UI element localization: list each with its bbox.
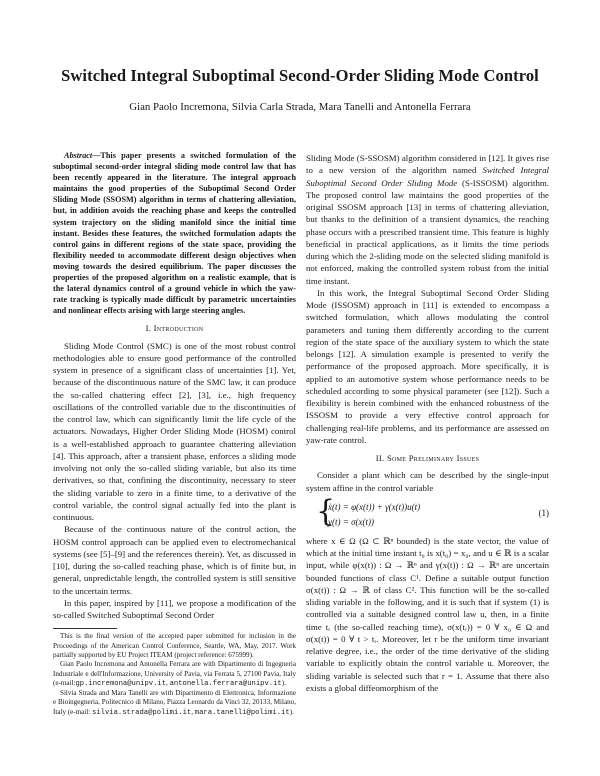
intro-paragraph-1: Sliding Mode Control (SMC) is one of the most robust control methodologies able to ensure good performance of the controlled system in presence of a significant class of uncertainties [1]. Yet, because of the discontinuous nature of the SMC law, it can produce the so-called chattering effect [2], [3], i.e., high frequency oscillations of the controlled variable due to the discontinuities of the control law, which can significantly limit the life cycle of the actuators. Nowadays, Higher Order Sliding Mode (HOSM) control is a well-established approach to guarantee chattering alleviation [4]. This approach, after a transient phase, enforces a sliding mode involving not only the so-called sliding variable, but also its time derivatives, so that, confining the discontinuity, necessary to steer the sliding variable to zero in a finite time, to a derivative of the control variable, the control signal actually fed into the plant is continuous. bbox=[53, 340, 296, 523]
abstract-dash: — bbox=[92, 151, 101, 160]
equation-number: (1) bbox=[538, 507, 549, 518]
equation-1 bbox=[306, 493, 549, 531]
email-link[interactable]: mara.tanelli@polimi.it bbox=[194, 708, 290, 717]
footnotes bbox=[53, 632, 296, 718]
body-paragraph-2: In this work, the Integral Suboptimal Second Order Sliding Mode (ISSOSM) approach in [11] is extended to encompass a switched formulation, which allows modulating the control parameters and tuning them differently according to the current region of the state space of the auxiliary system to which the state belongs [12]. A simulation example is presented to verify the performance of the proposed approach. More specifically, it is applied to an automotive system whose performance needs to be scheduled according to some physical parameter (see [12]). Such a flexibility is herein combined with the enhanced robustness of the ISSOSM to provide a very effective control approach for challenging real-life problems, and its performance are assessed on yaw-rate control. bbox=[306, 287, 549, 445]
left-column bbox=[53, 150, 296, 718]
footnote-3: Silvia Strada and Mara Tanelli are with Dipartimento di Elettronica, Informazione e Bioingegneria, Politecnico di Milano, Piazza Leonardo da Vinci 32, 20133, Milano, Italy (e-mail: silvia.strada@polimi.it, mara.tanelli@polimi.it). bbox=[53, 689, 296, 717]
right-column bbox=[306, 152, 549, 694]
section-heading-preliminary: II. Some Preliminary Issues bbox=[375, 453, 480, 463]
intro-paragraph-3: In this paper, inspired by [11], we propose a modification of the so-called Switched Suboptimal Second Order bbox=[53, 597, 296, 621]
paper-title: Switched Integral Suboptimal Second-Order Sliding Mode Control bbox=[61, 66, 539, 85]
paper-authors: Gian Paolo Incremona, Silvia Carla Strada, Mara Tanelli and Antonella Ferrara bbox=[129, 101, 471, 113]
abstract-text: This paper presents a switched formulation of the suboptimal second-order integral sliding mode control law that has been recently appeared in the literature. The integral approach maintains the good properties of the Suboptimal Second Order Sliding Mode (SSOSM) algorithm in terms of chattering alleviation, but, in addition avoids the reaching phase and keeps the controlled system trajectory on the sliding manifold since the initial time instant. Besides these features, the switched formulation adapts the control gains in different regions of the state space, providing the flexibility needed to accommodate different design objectives when moving towards the desired equilibrium. The paper discusses the properties of the proposed algorithm on a realistic example, that is the lateral dynamics control of a ground vehicle in which the yaw-rate tracking is typically made difficult by parametric uncertainties and nonlinear effects arising with large steering angles. bbox=[53, 151, 296, 316]
email-link[interactable]: gp.incremona@unipv.it bbox=[75, 679, 167, 688]
algorithm-name: Switched Integral Suboptimal Second Order Sliding Mode bbox=[306, 165, 549, 188]
section-heading-introduction: I. Introduction bbox=[145, 323, 204, 334]
body-paragraph-3: Consider a plant which can be described by the single-input system affine in the control variable bbox=[306, 470, 549, 493]
email-link[interactable]: silvia.strada@polimi.it bbox=[92, 708, 192, 717]
equation-brace: { bbox=[316, 493, 336, 529]
footnote-2: Gian Paolo Incremona and Antonella Ferrara are with Dipartimento di Ingegneria Industriale e dell'Informazione, University of Pavia, via Ferrata 5, 27100 Pavia, Italy (e-mail:gp.incremona@unipv.it, antonella.ferrara@unipv.it). bbox=[53, 660, 296, 688]
abstract-label: Abstract bbox=[64, 151, 93, 160]
equation-line-2: y(t) = σ(x(t)) bbox=[328, 516, 374, 527]
body-paragraph-1: Sliding Mode (S-SSOSM) algorithm considered in [12]. It gives rise to a new version of the algorithm named Switched Integral Suboptimal Second Order Sliding Mode (S-ISSOSM) algorithm. The proposed control law maintains the good properties of the original SSOSM approach [13] in terms of chattering alleviation, but thanks to the definition of a transient dynamics, the reaching phase occurs with a prescribed transient time. This feature is highly beneficial in practical applications, as it limits the time periods during which the 2-sliding mode on the selected sliding manifold is not enforced, making the controlled system robust from the initial time instant. bbox=[306, 153, 549, 286]
footnote-rule bbox=[53, 628, 117, 629]
footnote-1: This is the final version of the accepted paper submitted for inclusion in the Proceedings of the American Control Conference, Seattle, WA, May, 2017. Work partially supported by EU Project ITEAM (project reference: 675999). bbox=[53, 632, 296, 659]
abstract bbox=[53, 150, 296, 316]
equation-line-1: ẋ(t) = φ(x(t)) + γ(x(t))u(t) bbox=[328, 501, 421, 512]
intro-paragraph-2: Because of the continuous nature of the control action, the HOSM control approach can be applied even to electromechanical systems (see [5]–[9] and the references therein). Yet, as discussed in [10], during the so-called reaching phase, which is of finite but, in general, unpredictable length, the controlled system is still sensitive to the uncertain terms. bbox=[53, 524, 296, 596]
body-paragraph-4: where x ∈ Ω (Ω ⊂ ℝⁿ bounded) is the state vector, the value of which at the initial time instant t₀ is x(t₀) = x₀, and u ∈ ℝ is a scalar input, while φ(x(t)) : Ω → ℝⁿ and γ(x(t)) : Ω → ℝⁿ are uncertain bounded functions of class C¹. Define a suitable output function σ(x(t)) : Ω → ℝ of class C². This function will be the so-called sliding variable in the following, and it is such that if system (1) is controlled via a suitable designed control law u, then, in a finite time tᵣ (the so-called reaching time), σ(x(tᵣ)) = 0 ∀ x₀ ∈ Ω and σ(x(t)) = 0 ∀ t > tᵣ. Moreover, let r be the uniform time invariant relative degree, i.e., the order of the time derivative of the sliding variable to explicitly obtain the control variable u. Moreover, the sliding variable is selected such that r = 1. Assume that there also exists a global diffeomorphism of the bbox=[306, 535, 549, 693]
email-link[interactable]: antonella.ferrara@unipv.it bbox=[169, 679, 282, 688]
